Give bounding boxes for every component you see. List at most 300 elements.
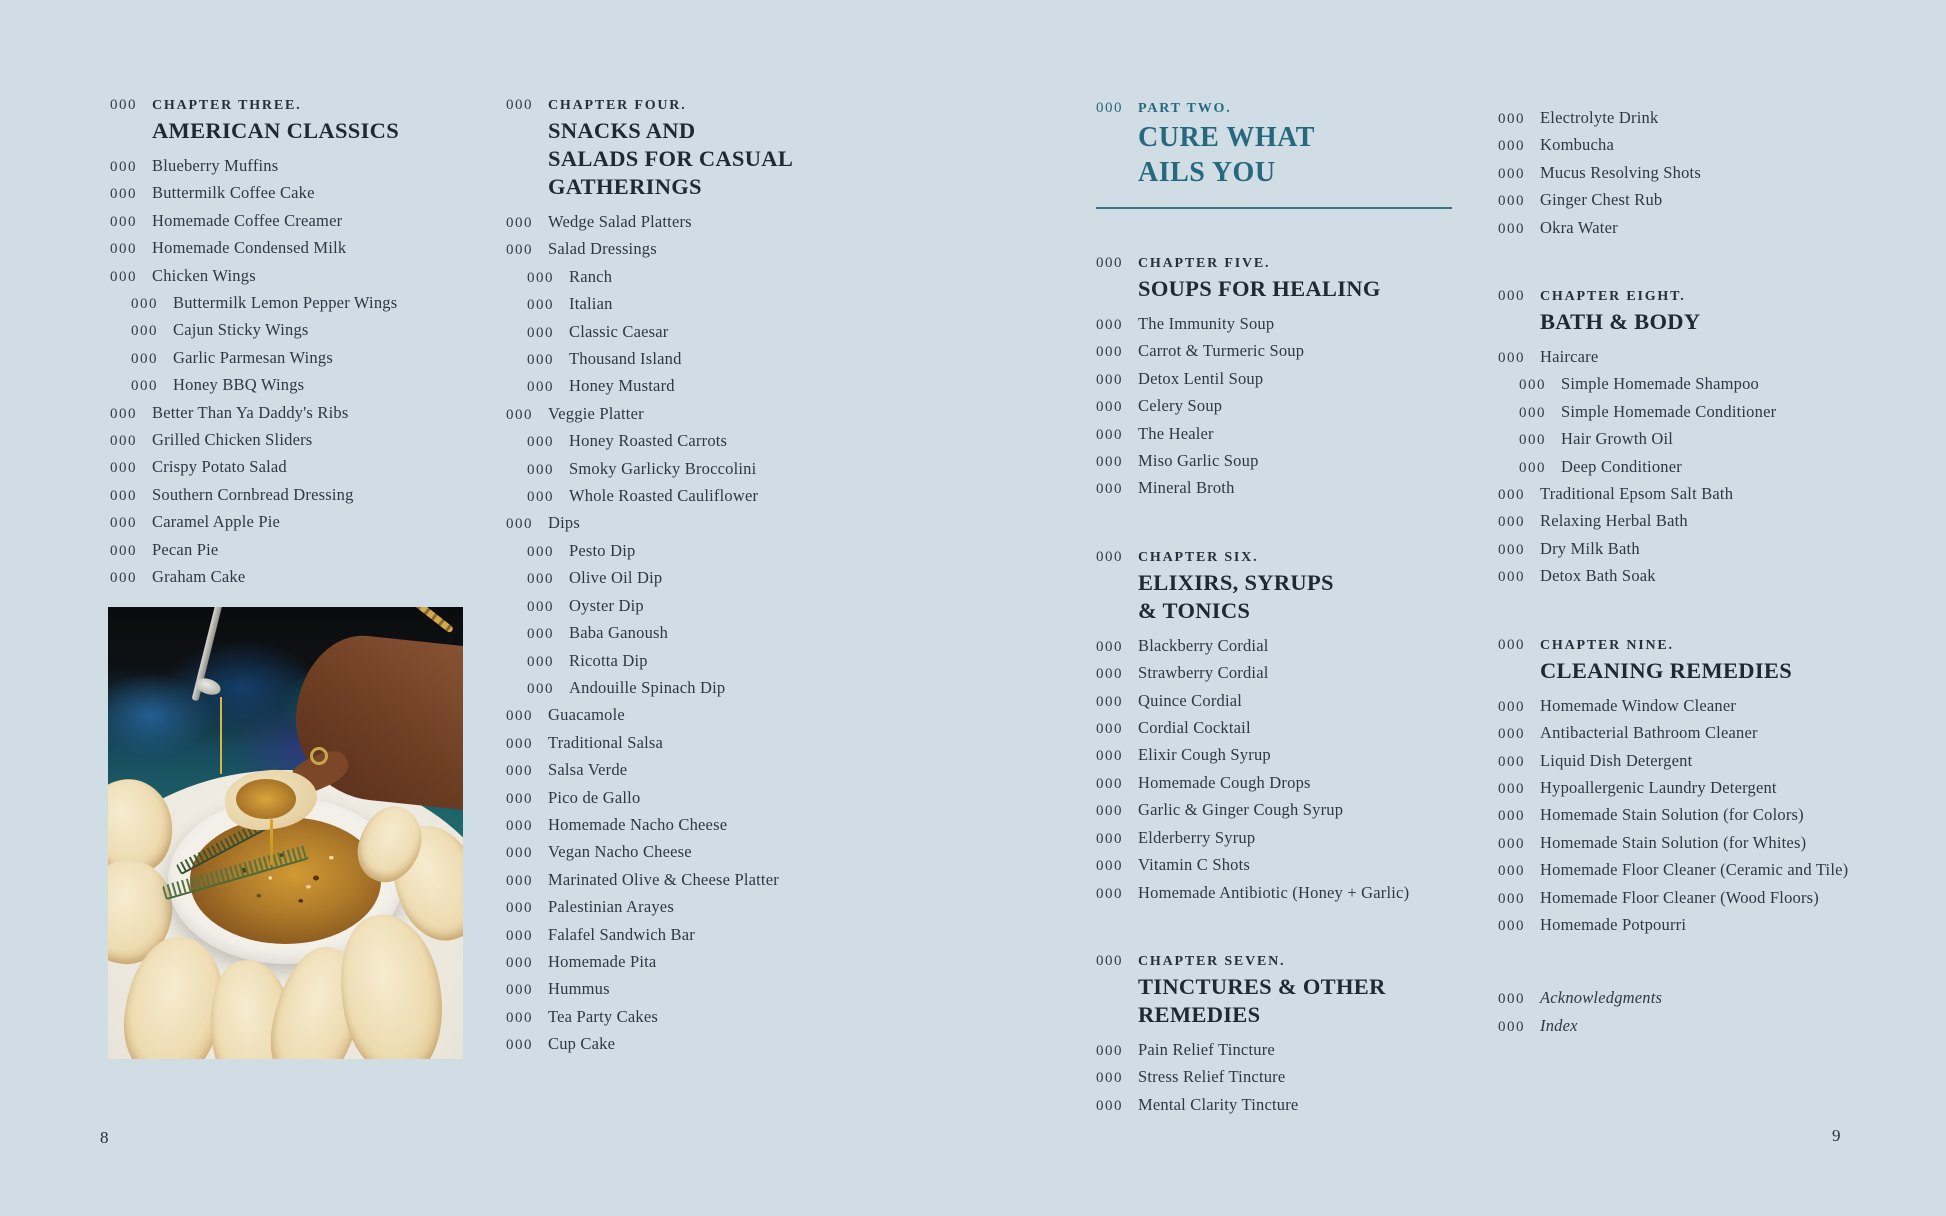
entry-label: Homemade Stain Solution (for Whites) xyxy=(1540,832,1807,852)
toc-entry xyxy=(1096,1064,1520,1091)
entry-label: Graham Cake xyxy=(152,567,246,587)
entry-page-number: 000 xyxy=(1096,693,1123,710)
entry-label: Honey Mustard xyxy=(569,376,675,396)
entry-page-number: 000 xyxy=(1519,432,1546,449)
toc-entry xyxy=(1096,475,1520,502)
entry-page-number: 000 xyxy=(1519,377,1546,394)
entry-label: Homemade Potpourri xyxy=(1540,914,1687,934)
toc-entry xyxy=(110,509,502,536)
entry-label: Detox Bath Soak xyxy=(1540,566,1656,586)
chapter-kicker xyxy=(1096,953,1520,970)
toc-list xyxy=(506,209,930,1059)
entry-page-number: 000 xyxy=(1096,775,1123,792)
toc-entry xyxy=(1096,421,1520,448)
toc-entry xyxy=(506,565,930,592)
entry-page-number: 000 xyxy=(1096,426,1123,443)
entry-page-number: 000 xyxy=(1096,548,1123,565)
entry-label: Deep Conditioner xyxy=(1561,456,1682,476)
entry-label: Wedge Salad Platters xyxy=(548,212,692,231)
entry-page-number: 000 xyxy=(527,543,554,560)
kicker-label: CHAPTER FOUR. xyxy=(548,98,687,113)
entry-label: Caramel Apple Pie xyxy=(152,512,281,532)
kicker-label: CHAPTER EIGHT. xyxy=(1540,289,1686,305)
entry-label: Marinated Olive & Cheese Platter xyxy=(548,869,779,889)
entry-label: Acknowledgments xyxy=(1540,988,1663,1008)
entry-page-number: 000 xyxy=(1096,858,1123,875)
entry-page-number: 000 xyxy=(110,186,137,203)
entry-page-number: 000 xyxy=(1498,808,1525,825)
kicker-label: CHAPTER FIVE. xyxy=(1138,256,1271,271)
entry-label: Homemade Coffee Creamer xyxy=(152,210,343,230)
entry-page-number: 000 xyxy=(506,97,533,113)
chapter-title xyxy=(1138,275,1520,303)
toc-entry xyxy=(1498,344,1942,371)
chapter-block xyxy=(1096,549,1520,907)
entry-label: Garlic & Ginger Cough Syrup xyxy=(1138,800,1344,820)
photo-honey-drip xyxy=(270,819,273,864)
chapter-kicker xyxy=(1498,288,1942,305)
entry-page-number: 000 xyxy=(527,680,554,697)
entry-page-number: 000 xyxy=(110,213,137,230)
toc-entry xyxy=(506,812,930,839)
chapter-block xyxy=(1096,255,1520,503)
entry-page-number: 000 xyxy=(527,626,554,643)
title-line: GATHERINGS xyxy=(548,174,702,199)
toc-entry xyxy=(1498,985,1942,1012)
entry-label: Detox Lentil Soup xyxy=(1138,368,1264,388)
entry-label: Strawberry Cordial xyxy=(1138,663,1269,683)
entry-page-number: 000 xyxy=(527,352,554,369)
entry-page-number: 000 xyxy=(506,817,533,834)
toc-entry xyxy=(1096,338,1520,365)
entry-page-number: 000 xyxy=(110,487,137,504)
kicker-label: PART TWO. xyxy=(1138,101,1232,116)
chapter-kicker xyxy=(1096,549,1520,566)
entry-page-number: 000 xyxy=(1498,780,1525,797)
toc-entry xyxy=(1498,481,1942,508)
toc-entry xyxy=(1096,825,1520,852)
entry-page-number: 000 xyxy=(1096,952,1123,969)
toc-entry xyxy=(1498,748,1942,775)
entry-page-number: 000 xyxy=(110,515,137,532)
entry-page-number: 000 xyxy=(110,570,137,587)
entry-page-number: 000 xyxy=(1519,404,1546,421)
entry-page-number: 000 xyxy=(506,1009,533,1026)
toc-entry xyxy=(506,730,930,757)
toc-entry xyxy=(1498,132,1942,159)
toc-entry xyxy=(110,208,502,235)
toc-entry xyxy=(506,867,930,894)
toc-entry xyxy=(506,291,930,318)
part-heading-block xyxy=(1096,100,1520,209)
toc-column-right-2 xyxy=(1498,97,1942,1040)
entry-page-number: 000 xyxy=(506,790,533,807)
entry-page-number: 000 xyxy=(1096,1097,1123,1114)
toc-entry xyxy=(506,428,930,455)
toc-entry xyxy=(1498,775,1942,802)
toc-entry xyxy=(110,372,502,399)
entry-label: Homemade Condensed Milk xyxy=(152,238,347,258)
entry-page-number: 000 xyxy=(527,434,554,451)
entry-label: Buttermilk Lemon Pepper Wings xyxy=(173,293,398,313)
toc-entry xyxy=(506,648,930,675)
entry-label: Homemade Floor Cleaner (Wood Floors) xyxy=(1540,887,1819,907)
entry-label: Ranch xyxy=(569,266,613,286)
entry-page-number: 000 xyxy=(506,708,533,725)
entry-label: Homemade Stain Solution (for Colors) xyxy=(1540,805,1804,825)
entry-page-number: 000 xyxy=(1096,638,1123,655)
entry-page-number: 000 xyxy=(1096,317,1123,333)
kicker-label: CHAPTER NINE. xyxy=(1540,637,1674,653)
entry-page-number: 000 xyxy=(506,215,533,231)
toc-list xyxy=(1096,311,1520,503)
entry-label: Pico de Gallo xyxy=(548,787,641,807)
toc-entry xyxy=(1498,187,1942,214)
entry-label: Mental Clarity Tincture xyxy=(1138,1094,1299,1114)
entry-page-number: 000 xyxy=(1498,890,1525,907)
chapter-title xyxy=(548,117,930,201)
entry-label: Honey BBQ Wings xyxy=(173,375,305,395)
entry-page-number: 000 xyxy=(1096,399,1123,416)
entry-label: Smoky Garlicky Broccolini xyxy=(569,458,757,478)
title-line: TINCTURES & OTHER xyxy=(1138,973,1386,999)
entry-page-number: 000 xyxy=(1498,193,1525,210)
toc-entry xyxy=(1096,660,1520,687)
entry-page-number: 000 xyxy=(1096,454,1123,471)
toc-entry xyxy=(1498,802,1942,829)
part-rule xyxy=(1096,207,1452,209)
toc-entry xyxy=(110,317,502,344)
title-line: REMEDIES xyxy=(1138,1001,1261,1027)
toc-list xyxy=(110,153,502,592)
entry-page-number: 000 xyxy=(1096,748,1123,765)
entry-page-number: 000 xyxy=(527,297,554,314)
toc-entry xyxy=(1498,693,1942,720)
entry-label: Ginger Chest Rub xyxy=(1540,190,1663,210)
toc-entry xyxy=(506,236,930,263)
entry-label: Whole Roasted Cauliflower xyxy=(569,486,759,506)
toc-entry xyxy=(506,894,930,921)
entry-page-number: 000 xyxy=(506,872,533,889)
entry-label: Ricotta Dip xyxy=(569,650,648,670)
entry-page-number: 000 xyxy=(1096,830,1123,847)
chapter-title xyxy=(1540,657,1942,685)
entry-page-number: 000 xyxy=(1096,344,1123,361)
toc-list xyxy=(1498,105,1942,242)
entry-page-number: 000 xyxy=(527,379,554,396)
entry-label: Carrot & Turmeric Soup xyxy=(1138,341,1305,361)
toc-list xyxy=(1096,1037,1520,1119)
entry-label: Homemade Nacho Cheese xyxy=(548,814,728,834)
entry-page-number: 000 xyxy=(110,405,137,422)
toc-entry xyxy=(506,264,930,291)
title-line: AILS YOU xyxy=(1138,157,1276,188)
entry-page-number: 000 xyxy=(506,763,533,780)
toc-column-left-1 xyxy=(110,97,502,592)
chapter-kicker xyxy=(1096,255,1520,272)
entry-page-number: 000 xyxy=(1498,541,1525,558)
toc-entry xyxy=(506,620,930,647)
toc-entry xyxy=(110,263,502,290)
page-number-left: 8 xyxy=(100,1128,109,1147)
entry-label: Vitamin C Shots xyxy=(1138,855,1251,875)
entry-page-number: 000 xyxy=(506,845,533,862)
toc-entry xyxy=(1498,720,1942,747)
entry-label: Simple Homemade Shampoo xyxy=(1561,374,1759,394)
toc-entry xyxy=(506,1004,930,1031)
toc-list xyxy=(1498,693,1942,940)
entry-page-number: 000 xyxy=(1498,991,1525,1008)
entry-page-number: 000 xyxy=(1498,753,1525,770)
entry-label: Homemade Floor Cleaner (Ceramic and Tile) xyxy=(1540,860,1849,880)
entry-label: Italian xyxy=(569,294,613,314)
entry-label: Pain Relief Tincture xyxy=(1138,1039,1275,1059)
toc-list xyxy=(1498,985,1942,1040)
toc-entry xyxy=(1498,454,1942,481)
entry-label: Falafel Sandwich Bar xyxy=(548,924,695,944)
toc-entry xyxy=(506,949,930,976)
toc-entry xyxy=(1096,880,1520,907)
entry-label: Homemade Pita xyxy=(548,951,657,971)
title-line: CURE WHAT xyxy=(1138,122,1315,153)
entry-label: Buttermilk Coffee Cake xyxy=(152,183,315,203)
entry-page-number: 000 xyxy=(1498,138,1525,155)
entry-label: Homemade Window Cleaner xyxy=(1540,695,1737,715)
entry-page-number: 000 xyxy=(1096,1042,1123,1059)
toc-entry xyxy=(110,180,502,207)
entry-page-number: 000 xyxy=(506,735,533,752)
title-line: & TONICS xyxy=(1138,597,1251,623)
toc-entry xyxy=(506,319,930,346)
toc-entry xyxy=(110,537,502,564)
entry-label: Olive Oil Dip xyxy=(569,568,663,588)
toc-entry xyxy=(1096,311,1520,338)
entry-label: Veggie Platter xyxy=(548,403,644,423)
toc-entry xyxy=(1096,1092,1520,1119)
toc-entry xyxy=(506,839,930,866)
entry-page-number: 000 xyxy=(1498,1018,1525,1035)
toc-entry xyxy=(506,1031,930,1058)
photo-oil-stream xyxy=(220,697,222,774)
entry-page-number: 000 xyxy=(1498,514,1525,531)
entry-page-number: 000 xyxy=(527,598,554,615)
entry-page-number: 000 xyxy=(527,653,554,670)
entry-page-number: 000 xyxy=(1498,487,1525,504)
toc-entry xyxy=(1096,393,1520,420)
entry-label: Homemade Cough Drops xyxy=(1138,772,1311,792)
entry-label: Southern Cornbread Dressing xyxy=(152,484,354,504)
toc-entry xyxy=(506,757,930,784)
chapter-block xyxy=(1498,288,1942,591)
toc-entry xyxy=(110,400,502,427)
entry-label: Kombucha xyxy=(1540,135,1614,155)
toc-entry xyxy=(110,345,502,372)
toc-entry xyxy=(1498,536,1942,563)
entry-label: Blackberry Cordial xyxy=(1138,635,1269,655)
toc-entry xyxy=(506,675,930,702)
entry-label: Pecan Pie xyxy=(152,539,219,559)
entry-page-number: 000 xyxy=(110,241,137,258)
entry-page-number: 000 xyxy=(110,542,137,559)
entry-page-number: 000 xyxy=(1498,569,1525,586)
entry-label: Mineral Broth xyxy=(1138,478,1235,498)
entry-label: Okra Water xyxy=(1540,217,1618,237)
entry-label: Classic Caesar xyxy=(569,321,669,341)
entry-page-number: 000 xyxy=(1096,1070,1123,1087)
entry-page-number: 000 xyxy=(1498,111,1525,127)
entry-page-number: 000 xyxy=(1498,636,1525,653)
entry-label: The Healer xyxy=(1138,423,1214,443)
entry-page-number: 000 xyxy=(1498,863,1525,880)
entry-page-number: 000 xyxy=(506,406,533,423)
toc-entry xyxy=(1498,105,1942,132)
toc-entry xyxy=(110,454,502,481)
entry-label: Vegan Nacho Cheese xyxy=(548,842,692,862)
toc-entry xyxy=(506,209,930,236)
toc-entry xyxy=(506,456,930,483)
entry-page-number: 000 xyxy=(1498,165,1525,182)
entry-label: Thousand Island xyxy=(569,349,682,369)
entry-label: Andouille Spinach Dip xyxy=(569,677,726,697)
entry-label: Traditional Salsa xyxy=(548,732,664,752)
chapter-block xyxy=(1096,953,1520,1119)
entry-page-number: 000 xyxy=(1096,666,1123,683)
toc-entry xyxy=(1498,215,1942,242)
entry-page-number: 000 xyxy=(527,571,554,588)
toc-entry xyxy=(506,401,930,428)
entry-label: Cajun Sticky Wings xyxy=(173,320,309,340)
entry-page-number: 000 xyxy=(506,1037,533,1054)
entry-label: Index xyxy=(1540,1015,1578,1035)
entry-page-number: 000 xyxy=(131,296,158,313)
toc-entry xyxy=(1498,508,1942,535)
entry-page-number: 000 xyxy=(527,461,554,478)
entry-label: Liquid Dish Detergent xyxy=(1540,750,1693,770)
toc-entry xyxy=(506,483,930,510)
toc-entry xyxy=(110,153,502,180)
toc-entry xyxy=(1096,852,1520,879)
entry-label: Chicken Wings xyxy=(152,265,256,285)
entry-label: Dry Milk Bath xyxy=(1540,538,1640,558)
entry-label: Relaxing Herbal Bath xyxy=(1540,511,1688,531)
toc-entry xyxy=(506,593,930,620)
part-title xyxy=(1138,120,1520,190)
chapter-kicker xyxy=(506,97,930,114)
entry-page-number: 000 xyxy=(1096,481,1123,498)
entry-page-number: 000 xyxy=(1498,726,1525,743)
toc-list xyxy=(1096,633,1520,907)
toc-entry xyxy=(110,427,502,454)
toc-entry xyxy=(1498,885,1942,912)
toc-entry xyxy=(506,346,930,373)
toc-entry xyxy=(1498,160,1942,187)
entry-page-number: 000 xyxy=(506,954,533,971)
entry-label: Electrolyte Drink xyxy=(1540,108,1659,127)
entry-page-number: 000 xyxy=(1096,371,1123,388)
entry-page-number: 000 xyxy=(527,324,554,341)
food-photo xyxy=(108,607,463,1059)
toc-entry xyxy=(1096,770,1520,797)
entry-label: Pesto Dip xyxy=(569,540,636,560)
toc-column-right-1 xyxy=(1096,100,1520,1119)
items-block xyxy=(1498,105,1942,242)
entry-page-number: 000 xyxy=(1096,803,1123,820)
entry-page-number: 000 xyxy=(110,433,137,450)
toc-entry xyxy=(1498,912,1942,939)
title-line: SALADS FOR CASUAL xyxy=(548,146,794,171)
entry-page-number: 000 xyxy=(506,982,533,999)
entry-page-number: 000 xyxy=(1096,255,1123,271)
entry-page-number: 000 xyxy=(1498,698,1525,715)
toc-entry xyxy=(1498,830,1942,857)
entry-label: Simple Homemade Conditioner xyxy=(1561,401,1777,421)
toc-entry xyxy=(506,538,930,565)
toc-entry xyxy=(1096,715,1520,742)
entry-page-number: 000 xyxy=(131,323,158,340)
chapter-title xyxy=(1138,569,1520,625)
entry-label: Palestinian Arayes xyxy=(548,897,674,917)
entry-label: Quince Cordial xyxy=(1138,690,1243,710)
entry-label: The Immunity Soup xyxy=(1138,314,1275,333)
entry-label: Hummus xyxy=(548,979,610,999)
kicker-label: CHAPTER THREE. xyxy=(152,98,302,113)
entry-page-number: 000 xyxy=(1498,917,1525,934)
toc-entry xyxy=(110,235,502,262)
toc-column-left-2 xyxy=(506,97,930,1059)
toc-entry xyxy=(506,510,930,537)
chapter-block xyxy=(506,97,930,1059)
toc-entry xyxy=(1498,1013,1942,1040)
title-line: BATH & BODY xyxy=(1540,309,1701,335)
entry-page-number: 000 xyxy=(1096,100,1123,116)
toc-entry xyxy=(1498,563,1942,590)
toc-entry xyxy=(1498,399,1942,426)
entry-page-number: 000 xyxy=(1498,835,1525,852)
toc-entry xyxy=(1498,857,1942,884)
toc-entry xyxy=(110,290,502,317)
toc-entry xyxy=(506,976,930,1003)
entry-page-number: 000 xyxy=(1498,220,1525,237)
entry-page-number: 000 xyxy=(527,489,554,506)
entry-page-number: 000 xyxy=(110,97,137,113)
entry-label: Honey Roasted Carrots xyxy=(569,431,728,451)
entry-label: Cordial Cocktail xyxy=(1138,718,1251,738)
toc-entry xyxy=(1096,688,1520,715)
entry-page-number: 000 xyxy=(110,159,137,175)
entry-page-number: 000 xyxy=(131,350,158,367)
part-kicker xyxy=(1096,100,1520,117)
chapter-title xyxy=(1138,973,1520,1029)
entry-label: Cup Cake xyxy=(548,1034,616,1054)
title-line: AMERICAN CLASSICS xyxy=(152,118,400,143)
toc-entry xyxy=(1096,1037,1520,1064)
entry-label: Miso Garlic Soup xyxy=(1138,451,1259,471)
entry-page-number: 000 xyxy=(110,460,137,477)
toc-entry xyxy=(110,564,502,591)
entry-page-number: 000 xyxy=(1519,459,1546,476)
entry-page-number: 000 xyxy=(1096,721,1123,738)
entry-label: Oyster Dip xyxy=(569,595,644,615)
entry-label: Elderberry Syrup xyxy=(1138,827,1256,847)
entry-page-number: 000 xyxy=(1498,350,1525,367)
entry-label: Mucus Resolving Shots xyxy=(1540,162,1701,182)
entry-label: Grilled Chicken Sliders xyxy=(152,430,313,450)
toc-entry xyxy=(506,922,930,949)
toc-entry xyxy=(1096,448,1520,475)
entry-label: Elixir Cough Syrup xyxy=(1138,745,1271,765)
title-line: CLEANING REMEDIES xyxy=(1540,657,1793,683)
toc-entry xyxy=(1096,797,1520,824)
